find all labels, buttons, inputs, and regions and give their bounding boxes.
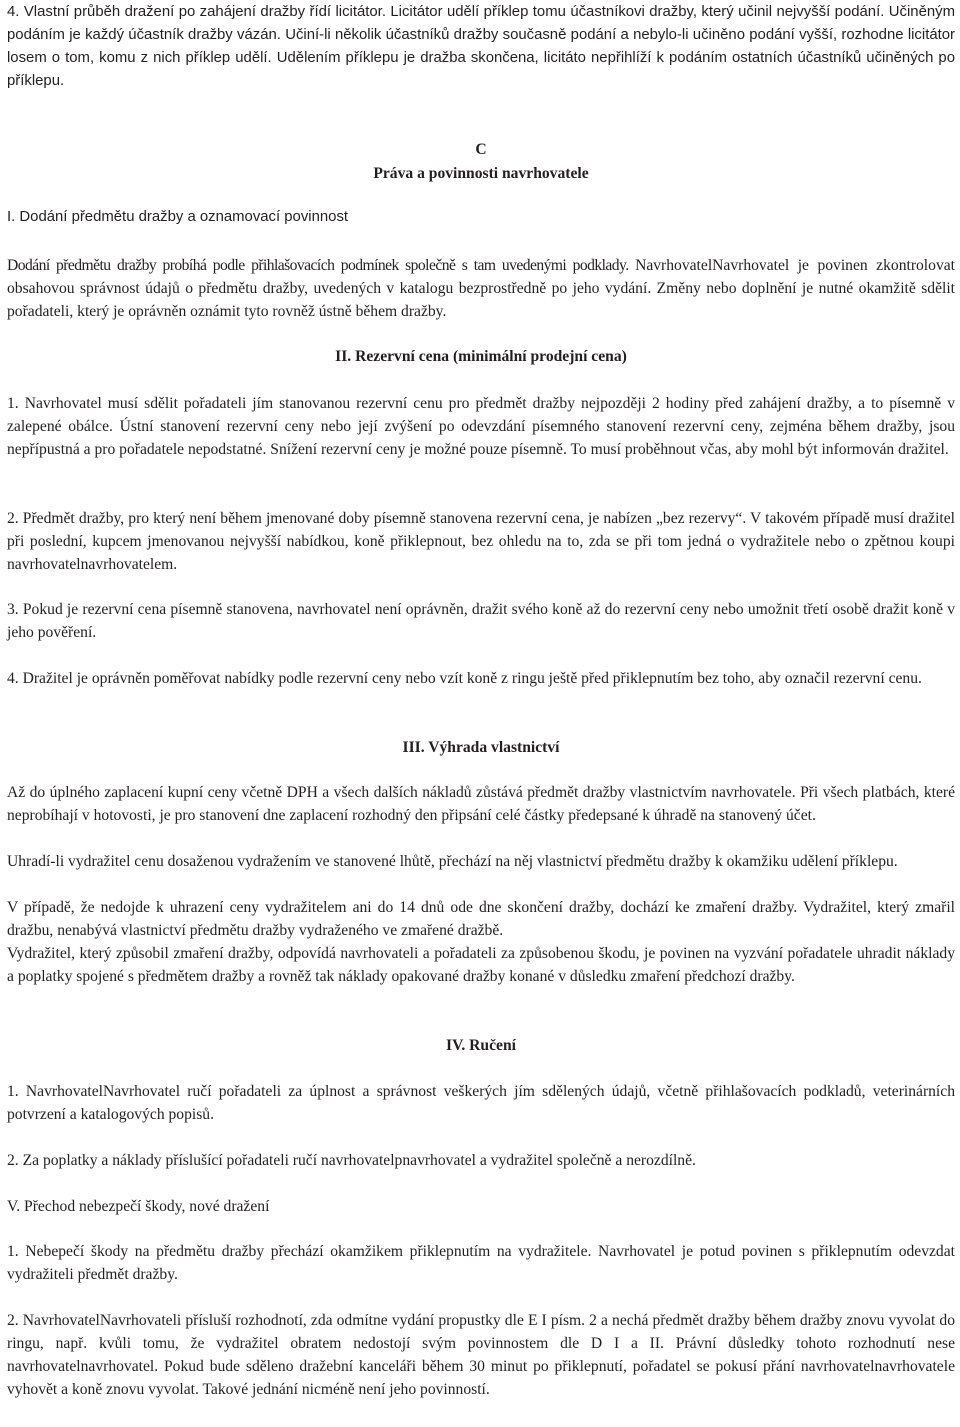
paragraph-ruceni-2: 2. Za poplatky a náklady příslušící pořadateli ručí navrhovatelpnavrhovatel a vydražitel společně a nerozdílně. [7,1152,696,1169]
heading-rezervni-cena: II. Rezervní cena (minimální prodejní cena) [335,348,627,365]
paragraph-rezervni-2: 2. Předmět dražby, pro který není během jmenované doby písemně stanovena rezervní cena, je nabízen „bez rezervy“. V takovém případě musí dražitel při poslední, kupcem jmenovanou nejvyšší nabídkou, koně přiklepnout, bez ohledu na to, zda se při tom jedná o vydražitele nebo o zpětnou koupi navrhovatelnavrhovatelem. [7,510,955,573]
section-title: Práva a povinnosti navrhovatele [373,165,589,182]
paragraph-licitace: 4. Vlastní průběh dražení po zahájení dražby řídí licitátor. Licitátor udělí příklep tomu účastníkovi dražby, který učinil nejvyšší podání. Učiněným podáním je každý účastník dražby vázán. Učiní-li několik účastníků dražby současně podání a nebylo-li učiněno podání vyšší, rozhodne licitátor losem o tom, komu z nich příklep udělí. Udělením příklepu je dražba skončena, licitáto nepřihlíží k podáním ostatních účastníků učiněných po příklepu. [7,4,955,89]
paragraph-prechod-1: 1. Nebepečí škody na předmětu dražby přechází okamžikem přiklepnutím na vydražitele. Navrhovatel je potud povinen s přiklepnutím odevzdat vydražiteli předmět dražby. [7,1243,955,1283]
paragraph-dodani-rest: NavrhovatelNavrhovatel je povinen zkontrolovat obsahovou správnost údajů o předmětu dražby, uvedených v katalogu bezprostředně po jeho vydání. Změny nebo doplnění je nutné okamžitě sdělit pořadateli, který je oprávněn oznámit tyto rovněž ústně během dražby. [7,257,955,320]
heading-ruceni: IV. Ručení [446,1037,516,1054]
paragraph-dodani-first: Dodání předmětu dražby probíhá podle přihlašovacích podmínek společně s tam uvedenými podklady. [7,257,636,274]
heading-prechod: V. Přechod nebezpečí škody, nové dražení [7,1198,270,1215]
paragraph-ruceni-1: 1. NavrhovatelNavrhovatel ručí pořadateli za úplnost a správnost veškerých jím sdělených údajů, včetně přihlašovacích podkladů, veterinárních potvrzení a katalogových popisů. [7,1083,955,1123]
paragraph-vyhrada-1: Až do úplného zaplacení kupní ceny včetně DPH a všech dalších nákladů zůstává předmět dražby vlastnictvím navrhovatele. Při všech platbách, které neprobíhají v hotovosti, je pro stanovení dne zaplacení rozhodný den připsání celé částky předepsané k úhradě na stanovený účet. [7,784,955,824]
paragraph-rezervni-1: 1. Navrhovatel musí sdělit pořadateli jím stanovanou rezervní cenu pro předmět dražby nejpozději 2 hodiny před zahájení dražby, a to písemně v zalepené obálce. Ústní stanovení rezervní ceny nebo její zvýšení po odevzdání písemného stanovení rezervní ceny, zejména během dražby, jsou nepřípustná a pro pořadatele nepodstatné. Snížení rezervní ceny je možné pouze písemně. To musí proběhnout včas, aby mohl být informován dražitel. [7,395,955,458]
paragraph-rezervni-3: 3. Pokud je rezervní cena písemně stanovena, navrhovatel není oprávněn, dražit svého koně až do rezervní ceny nebo umožnit třetí osobě dražit koně v jeho pověření. [7,601,955,641]
section-letter: C [475,141,487,158]
paragraph-vyhrada-4: Vydražitel, který způsobil zmaření dražby, odpovídá navrhovateli a pořadateli za způsobenou škodu, je povinen na vyzvání pořadatele uhradit náklady a poplatky spojené s předmětem dražby a rovněž tak náklady opakované dražby konané v důsledku zmaření předchozí dražby. [7,945,955,985]
paragraph-vyhrada-2: Uhradí-li vydražitel cenu dosaženou vydražením ve stanovené lhůtě, přechází na něj vlastnictví předmětu dražby k okamžiku udělení příklepu. [7,853,898,870]
paragraph-prechod-2: 2. NavrhovatelNavrhovateli přísluší rozhodnotí, zda odmítne vydání propustky dle E I písm. 2 a nechá předmět dražby během dražby znovu vyvolat do ringu, např. kvůli tomu, že vydražitel obratem nedostojí svým povinnostem dle D I a II. Právní důsledky tohoto rozhodnutí nese navrhovatelnavrhovatel. Pokud bude sděleno dražební kanceláři během 30 minut po přiklepnutí, pořadatel se pokusí přání navrhovatelnavrhovatele vyhovět a koně znovu vyvolat. Takové jednání nicméně není jeho povinností. [7,1312,955,1398]
heading-dodani: I. Dodání předmětu dražby a oznamovací povinnost [7,209,349,225]
paragraph-vyhrada-3: V případě, že nedojde k uhrazení ceny vydražitelem ani do 14 dnů ode dne skončení dražby, dochází ke zmaření dražby. Vydražitel, který zmařil dražbu, nenabývá vlastnictví předmětu dražby vydraženého ve zmařené dražbě. [7,899,955,939]
paragraph-rezervni-4: 4. Dražitel je oprávněn poměřovat nabídky podle rezervní ceny nebo vzít koně z ringu ještě před přiklepnutím bez toho, aby označil rezervní cenu. [7,670,922,687]
paragraph-dodani [7,254,955,323]
heading-vyhrada: III. Výhrada vlastnictví [402,739,560,756]
